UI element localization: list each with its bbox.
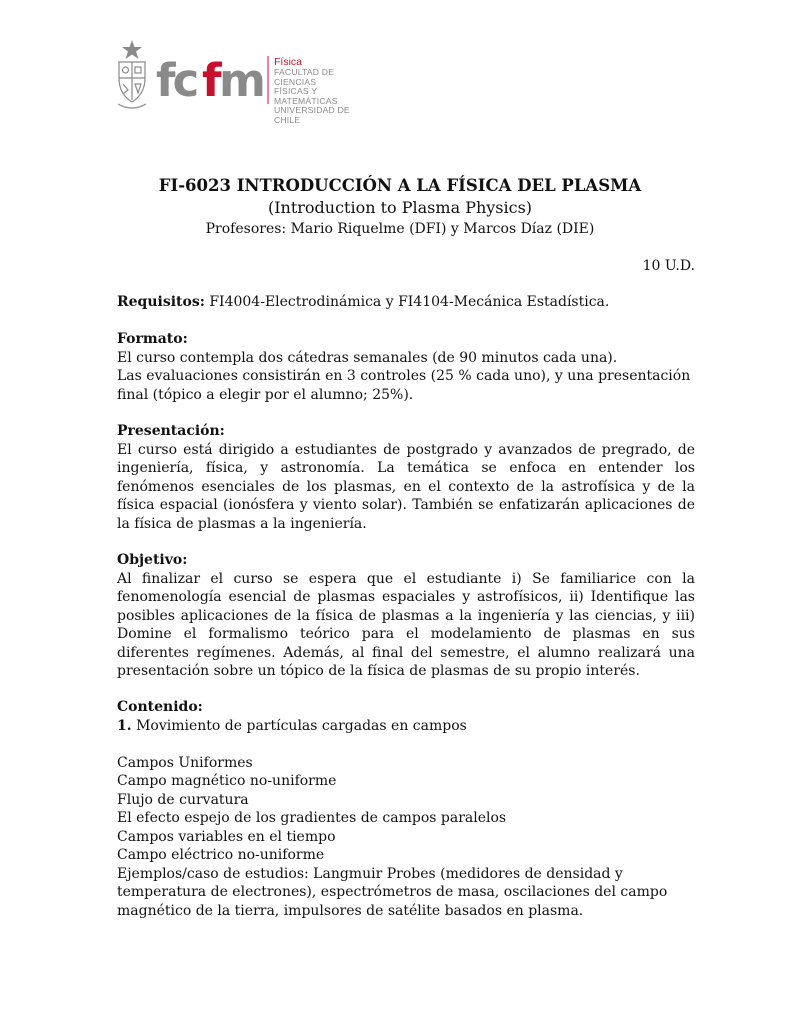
requisitos-section [117, 293, 695, 312]
examples-text: Ejemplos/caso de estudios: Langmuir Probes (medidores de densidad y temperatura de electrones), espectrómetros de masa, oscilaciones del campo magnético de la tierra, impulsores de satélite basados en plasma. [117, 865, 668, 919]
presentacion-text: El curso está dirigido a estudiantes de postgrado y avanzados de pregrado, de ingeniería, física, y astronomía. La temática se enfoca en entender los fenómenos esenciales de los plasmas, en el contexto de la astrofísica y de la física espacial (ionósfera y viento solar). También se enfatizarán aplicaciones de la física de plasmas a la ingeniería. [117, 441, 695, 532]
course-title: FI-6023 INTRODUCCIÓN A LA FÍSICA DEL PLASMA [158, 176, 642, 195]
faculty-line-1: FACULTAD DE CIENCIAS [274, 67, 335, 87]
faculty-name [274, 56, 376, 126]
topic-item: Campo eléctrico no-uniforme [117, 847, 325, 863]
department-name: Física [274, 56, 303, 68]
formato-line-1: El curso contempla dos cátedras semanales (de 90 minutos cada una). [117, 349, 618, 366]
professors: Profesores: Mario Riquelme (DFI) y Marcos Díaz (DIE) [205, 221, 595, 237]
topic-item: Campo magnético no-uniforme [117, 773, 337, 789]
credits: 10 U.D. [642, 258, 695, 274]
course-subtitle: (Introduction to Plasma Physics) [267, 198, 533, 217]
objetivo-text: Al finalizar el curso se espera que el estudiante i) Se familiarice con la fenomenología esencial de plasmas espaciales y astrofísicos, ii) Identifique las posibles aplicaciones de la física de plasmas a la ingeniería y las ciencias, y iii) Domine el formalismo teórico para el modelamiento de plasmas en sus diferentes regímenes. Además, al final del semestre, el alumno realizará una presentación sobre un tópico de la física de plasmas de su propio interés. [117, 570, 695, 679]
spacer [117, 735, 695, 754]
presentacion-label [117, 422, 695, 441]
formato-label [117, 330, 695, 349]
section-1-number: 1. [117, 717, 132, 734]
requisitos-text: FI4004-Electrodinámica y FI4104-Mecánica Estadística. [204, 294, 610, 310]
section-1-title [117, 717, 695, 736]
crest-and-wordmark-icon [116, 38, 276, 122]
faculty-line-2: FÍSICAS Y MATEMÁTICAS [274, 86, 338, 106]
presentacion-section [117, 422, 695, 533]
contenido-label [117, 698, 695, 717]
formato-section [117, 330, 695, 404]
topic-item: Flujo de curvatura [117, 791, 249, 808]
contenido-heading: Contenido: [117, 699, 203, 715]
svg-text:f: f [202, 54, 219, 107]
requisitos-label: Requisitos: [117, 294, 205, 310]
university-logo [116, 38, 376, 125]
topic-item: El efecto espejo de los gradientes de campos paralelos [117, 810, 507, 826]
formato-heading: Formato: [117, 331, 188, 347]
faculty-line-3: UNIVERSIDAD DE CHILE [274, 105, 350, 125]
topic-item: Campos Uniformes [117, 754, 253, 771]
objetivo-heading: Objetivo: [117, 552, 188, 568]
objetivo-label [117, 551, 695, 570]
objetivo-section [117, 551, 695, 681]
presentacion-heading: Presentación: [117, 423, 225, 439]
formato-line-2: Las evaluaciones consistirán en 3 controles (25 % cada uno), y una presentación final (tópico a elegir por el alumno; 25%). [117, 368, 691, 403]
contenido-section [117, 698, 695, 920]
svg-text:m: m [219, 54, 263, 107]
section-1-text: Movimiento de partículas cargadas en campos [131, 717, 467, 734]
svg-text:fc: fc [156, 54, 197, 107]
topic-item: Campos variables en el tiempo [117, 828, 336, 845]
requisitos-paragraph [117, 293, 695, 312]
